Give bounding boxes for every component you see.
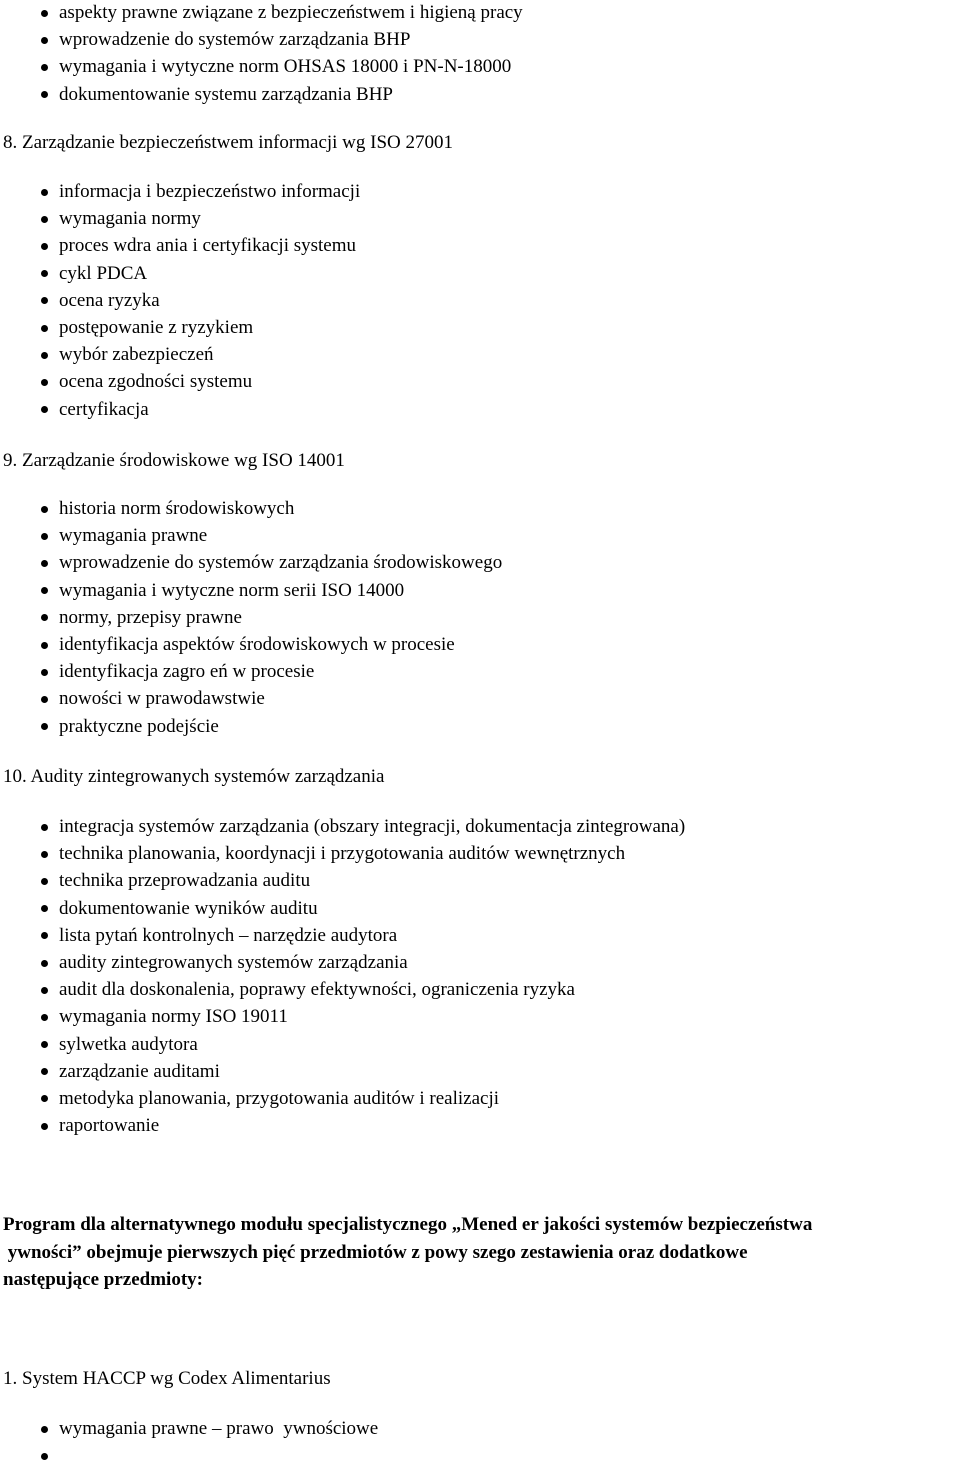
list-item: identyfikacja zagro eń w procesie bbox=[0, 658, 960, 685]
bullet-icon bbox=[41, 1068, 48, 1075]
list-item: audity zintegrowanych systemów zarządzania bbox=[0, 949, 960, 976]
bullet-icon bbox=[41, 614, 48, 621]
section-heading: 10. Audity zintegrowanych systemów zarządzania bbox=[3, 766, 385, 787]
section8-list bbox=[0, 178, 960, 423]
section9-list-block bbox=[0, 495, 960, 740]
list-item: informacja i bezpieczeństwo informacji bbox=[0, 178, 960, 205]
list-item: dokumentowanie systemu zarządzania BHP bbox=[0, 81, 960, 108]
list-item: cykl PDCA bbox=[0, 260, 960, 287]
section8-list-block bbox=[0, 178, 960, 423]
bullet-icon bbox=[41, 37, 48, 44]
list-item: wymagania normy ISO 19011 bbox=[0, 1003, 960, 1030]
list-item: certyfikacja bbox=[0, 396, 960, 423]
top-list-block bbox=[0, 0, 960, 108]
list-item: ocena zgodności systemu bbox=[0, 368, 960, 395]
bullet-icon bbox=[41, 723, 48, 730]
list-item: raportowanie bbox=[0, 1112, 960, 1139]
bullet-icon bbox=[41, 1014, 48, 1021]
bullet-icon bbox=[41, 669, 48, 676]
list-item: identyfikacja aspektów środowiskowych w procesie bbox=[0, 631, 960, 658]
list-item: wprowadzenie do systemów zarządzania BHP bbox=[0, 26, 960, 53]
list-item: integracja systemów zarządzania (obszary integracji, dokumentacja zintegrowana) bbox=[0, 813, 960, 840]
bullet-icon bbox=[41, 851, 48, 858]
list-item bbox=[0, 1442, 960, 1469]
bullet-icon bbox=[41, 243, 48, 250]
bullet-icon bbox=[41, 1095, 48, 1102]
list-item: zarządzanie auditami bbox=[0, 1058, 960, 1085]
bullet-icon bbox=[41, 533, 48, 540]
list-item: normy, przepisy prawne bbox=[0, 604, 960, 631]
bullet-icon bbox=[41, 1041, 48, 1048]
bullet-icon bbox=[41, 10, 48, 17]
section9-list bbox=[0, 495, 960, 740]
list-item: aspekty prawne związane z bezpieczeństwem i higieną pracy bbox=[0, 0, 960, 26]
list-item: wprowadzenie do systemów zarządzania środowiskowego bbox=[0, 549, 960, 576]
list-item: dokumentowanie wyników auditu bbox=[0, 895, 960, 922]
bullet-icon bbox=[41, 406, 48, 413]
bullet-icon bbox=[41, 352, 48, 359]
bullet-icon bbox=[41, 960, 48, 967]
section-heading: 1. System HACCP wg Codex Alimentarius bbox=[3, 1368, 331, 1389]
section-heading: 9. Zarządzanie środowiskowe wg ISO 14001 bbox=[3, 450, 345, 471]
section10-list-block bbox=[0, 813, 960, 1139]
list-item: wymagania normy bbox=[0, 205, 960, 232]
bullet-icon bbox=[41, 878, 48, 885]
program-paragraph-line: następujące przedmioty: bbox=[3, 1269, 203, 1290]
list-item: ocena ryzyka bbox=[0, 287, 960, 314]
list-item: historia norm środowiskowych bbox=[0, 495, 960, 522]
list-item: technika planowania, koordynacji i przygotowania auditów wewnętrznych bbox=[0, 840, 960, 867]
section10-list bbox=[0, 813, 960, 1139]
list-item: proces wdra ania i certyfikacji systemu bbox=[0, 232, 960, 259]
section1-list-block bbox=[0, 1415, 960, 1469]
program-paragraph-line: ywności” obejmuje pierwszych pięć przedmiotów z powy szego zestawienia oraz dodatkowe bbox=[3, 1241, 748, 1263]
bullet-icon bbox=[41, 189, 48, 196]
program-paragraph bbox=[3, 1211, 960, 1294]
bullet-icon bbox=[41, 91, 48, 98]
bullet-icon bbox=[41, 587, 48, 594]
list-item: wymagania prawne – prawo ywnościowe bbox=[0, 1415, 960, 1442]
bullet-icon bbox=[41, 987, 48, 994]
bullet-icon bbox=[41, 379, 48, 386]
bullet-icon bbox=[41, 1123, 48, 1130]
list-item: technika przeprowadzania auditu bbox=[0, 867, 960, 894]
bullet-icon bbox=[41, 64, 48, 71]
bullet-icon bbox=[41, 932, 48, 939]
section1-list bbox=[0, 1415, 960, 1469]
bullet-icon bbox=[41, 506, 48, 513]
bullet-icon bbox=[41, 325, 48, 332]
list-item: sylwetka audytora bbox=[0, 1031, 960, 1058]
list-item: wymagania i wytyczne norm OHSAS 18000 i PN-N-18000 bbox=[0, 53, 960, 80]
list-item: postępowanie z ryzykiem bbox=[0, 314, 960, 341]
list-item: wybór zabezpieczeń bbox=[0, 341, 960, 368]
list-item: praktyczne podejście bbox=[0, 713, 960, 740]
list-item: wymagania prawne bbox=[0, 522, 960, 549]
list-item: audit dla doskonalenia, poprawy efektywności, ograniczenia ryzyka bbox=[0, 976, 960, 1003]
top-list bbox=[0, 0, 960, 108]
bullet-icon bbox=[41, 905, 48, 912]
list-item: metodyka planowania, przygotowania auditów i realizacji bbox=[0, 1085, 960, 1112]
section-heading: 8. Zarządzanie bezpieczeństwem informacji wg ISO 27001 bbox=[3, 132, 454, 153]
bullet-icon bbox=[41, 824, 48, 831]
bullet-icon bbox=[41, 216, 48, 223]
program-paragraph-line: Program dla alternatywnego modułu specjalistycznego „Mened er jakości systemów bezpieczeństwa bbox=[3, 1214, 813, 1235]
list-item: nowości w prawodawstwie bbox=[0, 685, 960, 712]
bullet-icon bbox=[41, 642, 48, 649]
bullet-icon bbox=[41, 270, 48, 277]
list-item: wymagania i wytyczne norm serii ISO 14000 bbox=[0, 577, 960, 604]
bullet-icon bbox=[41, 1453, 48, 1460]
list-item: lista pytań kontrolnych – narzędzie audytora bbox=[0, 922, 960, 949]
bullet-icon bbox=[41, 297, 48, 304]
bullet-icon bbox=[41, 560, 48, 567]
bullet-icon bbox=[41, 696, 48, 703]
bullet-icon bbox=[41, 1426, 48, 1433]
